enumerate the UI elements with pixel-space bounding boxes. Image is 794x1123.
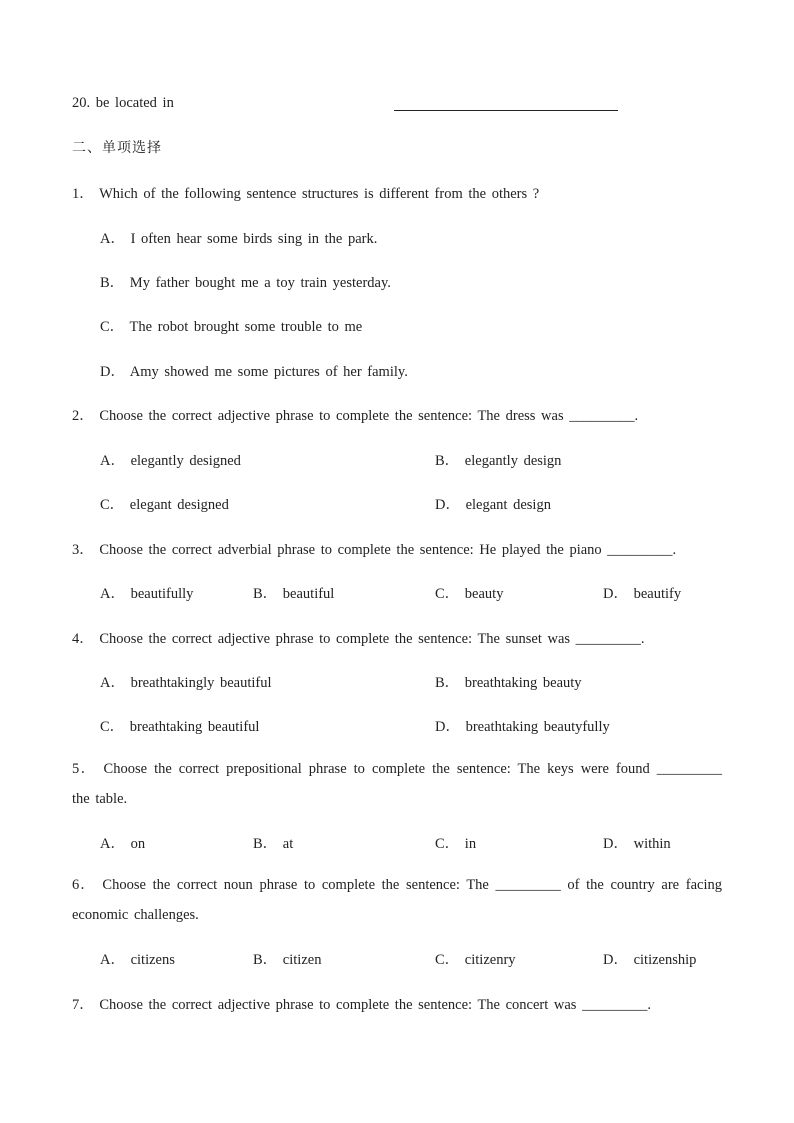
question-7-stem: 7． Choose the correct adjective phrase to complete the sentence: The concert was _________. xyxy=(72,997,651,1013)
question-5-option-c[interactable]: C． in xyxy=(435,836,477,852)
question-5-option-b[interactable]: B． at xyxy=(253,836,294,852)
question-6-option-d[interactable]: D． citizenship xyxy=(603,952,697,968)
question-6-option-a[interactable]: A． citizens xyxy=(100,952,175,968)
question-1-option-c[interactable]: C． The robot brought some trouble to me xyxy=(100,319,363,335)
question-1-option-b[interactable]: B． My father bought me a toy train yesterday. xyxy=(100,275,391,291)
question-4-option-a[interactable]: A． breathtakingly beautiful xyxy=(100,675,272,691)
question-5-option-a[interactable]: A． on xyxy=(100,836,146,852)
question-4-option-c[interactable]: C． breathtaking beautiful xyxy=(100,719,260,735)
question-2-stem: 2． Choose the correct adjective phrase to complete the sentence: The dress was _________. xyxy=(72,408,639,424)
answer-blank-line[interactable] xyxy=(394,110,618,111)
question-5-option-d[interactable]: D． within xyxy=(603,836,671,852)
question-3-option-b[interactable]: B． beautiful xyxy=(253,586,335,602)
item-20-text: 20. be located in xyxy=(72,95,174,111)
question-2-option-d[interactable]: D． elegant design xyxy=(435,497,551,513)
question-1-option-a[interactable]: A． I often hear some birds sing in the park. xyxy=(100,231,378,247)
question-3-option-a[interactable]: A． beautifully xyxy=(100,586,194,602)
question-1-stem: 1． Which of the following sentence structures is different from the others ? xyxy=(72,186,540,202)
question-6-stem: 6． Choose the correct noun phrase to complete the sentence: The _________ of the country are facing economic challenges. xyxy=(72,877,722,923)
question-5-stem: 5． Choose the correct prepositional phrase to complete the sentence: The keys were found _________ the table. xyxy=(72,761,722,807)
question-6-option-b[interactable]: B． citizen xyxy=(253,952,322,968)
question-2-option-a[interactable]: A． elegantly designed xyxy=(100,453,241,469)
question-2-option-c[interactable]: C． elegant designed xyxy=(100,497,229,513)
question-3-option-d[interactable]: D． beautify xyxy=(603,586,682,602)
question-6-option-c[interactable]: C． citizenry xyxy=(435,952,516,968)
question-1-option-d[interactable]: D． Amy showed me some pictures of her family. xyxy=(100,364,408,380)
question-3-option-c[interactable]: C． beauty xyxy=(435,586,504,602)
question-4-option-d[interactable]: D． breathtaking beautyfully xyxy=(435,719,610,735)
question-4-option-b[interactable]: B． breathtaking beauty xyxy=(435,675,582,691)
question-3-stem: 3． Choose the correct adverbial phrase to complete the sentence: He played the piano _________. xyxy=(72,542,677,558)
question-2-option-b[interactable]: B． elegantly design xyxy=(435,453,562,469)
section-title: 二、单项选择 xyxy=(72,140,162,156)
question-4-stem: 4． Choose the correct adjective phrase to complete the sentence: The sunset was _________. xyxy=(72,631,645,647)
